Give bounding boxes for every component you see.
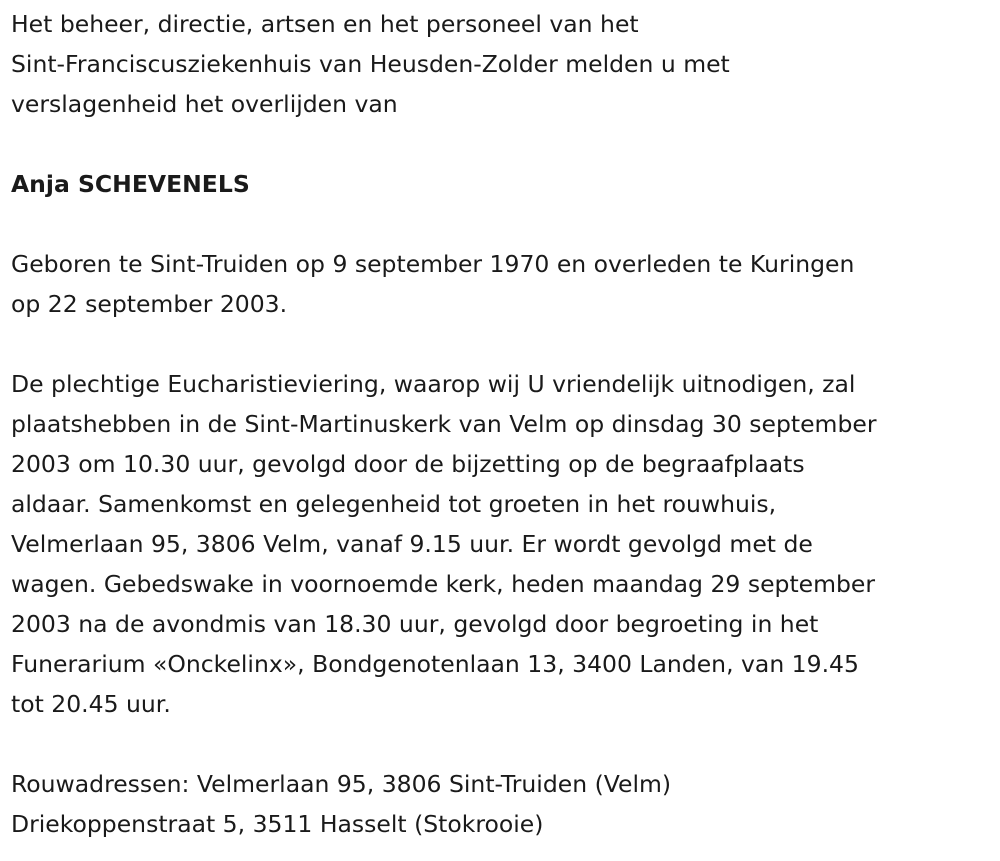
spacer	[11, 204, 996, 244]
spacer	[11, 324, 996, 364]
deceased-name: Anja SCHEVENELS	[11, 170, 250, 198]
obituary-notice	[11, 4, 996, 844]
intro-paragraph: Het beheer, directie, artsen en het personeel van het Sint-Franciscusziekenhuis van Heusden-Zolder melden u met verslagenheid het overlijden van	[11, 10, 730, 118]
spacer	[11, 724, 996, 764]
spacer	[11, 124, 996, 164]
ceremony-paragraph: De plechtige Eucharistieviering, waarop wij U vriendelijk uitnodigen, zal plaatshebben in de Sint-Martinuskerk van Velm op dinsdag 30 september 2003 om 10.30 uur, gevolgd door de bijzetting op de begraafplaats aldaar. Samenkomst en gelegenheid tot groeten in het rouwhuis, Velmerlaan 95, 3806 Velm, vanaf 9.15 uur. Er wordt gevolgd met de wagen. Gebedswake in voornoemde kerk, heden maandag 29 september 2003 na de avondmis van 18.30 uur, gevolgd door begroeting in het Funerarium «Onckelinx», Bondgenotenlaan 13, 3400 Landen, van 19.45 tot 20.45 uur.	[11, 370, 877, 718]
birth-death-paragraph: Geboren te Sint-Truiden op 9 september 1970 en overleden te Kuringen op 22 september 2003.	[11, 250, 855, 318]
addresses-paragraph: Rouwadressen: Velmerlaan 95, 3806 Sint-Truiden (Velm) Driekoppenstraat 5, 3511 Hasselt (Stokrooie)	[11, 770, 672, 838]
